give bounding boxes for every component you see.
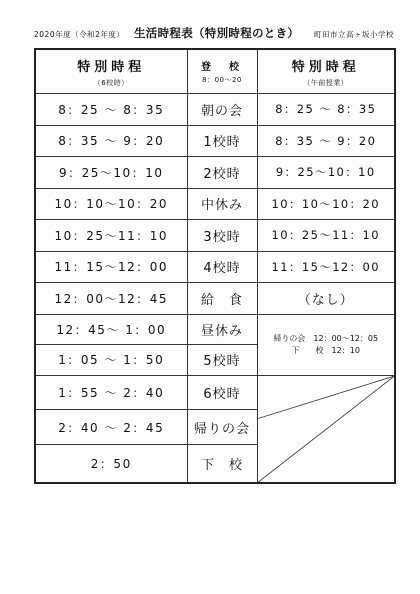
time-cell: 1：05 ～ 1：50 — [35, 345, 187, 375]
table-row — [35, 94, 395, 126]
table-row — [35, 188, 395, 220]
school-name: 町田市立高ヶ坂小学校 — [314, 30, 394, 39]
table-row — [35, 375, 395, 410]
time-cell: 2：50 — [35, 444, 187, 483]
morning-time-cell: 8：25 ～ 8：35 — [257, 94, 395, 126]
morning-time-cell: 8：35 ～ 9：20 — [257, 125, 395, 157]
morning-time-cell: （なし） — [257, 283, 395, 315]
time-cell: 8：25 ～ 8：35 — [35, 94, 187, 126]
period-label: 中休み — [187, 188, 257, 220]
period-label: 朝の会 — [187, 94, 257, 126]
header-row — [35, 49, 395, 94]
table-row — [35, 157, 395, 189]
morning-time-cell: 9：25～10：10 — [257, 157, 395, 189]
period-label: 給 食 — [187, 283, 257, 315]
time-cell: 10：25～11：10 — [35, 220, 187, 252]
page-title: 生活時程表（特別時程のとき） — [134, 26, 300, 40]
time-cell: 11：15～12：00 — [35, 251, 187, 283]
table-row — [35, 314, 395, 344]
period-label: 4校時 — [187, 251, 257, 283]
table-row — [35, 251, 395, 283]
period-label: 3校時 — [187, 220, 257, 252]
table-row — [35, 283, 395, 315]
empty-diagonal-cell — [257, 375, 395, 483]
period-label: 下 校 — [187, 444, 257, 483]
period-label: 2校時 — [187, 157, 257, 189]
period-label: 1校時 — [187, 125, 257, 157]
diagonal-strike-lines — [258, 376, 395, 482]
arrival-header: 登 校 8：00～20 — [187, 49, 257, 94]
time-cell: 9：25～10：10 — [35, 157, 187, 189]
period-label: 昼休み — [187, 314, 257, 344]
time-cell: 12：00～12：45 — [35, 283, 187, 315]
time-cell: 12：45～ 1：00 — [35, 314, 187, 344]
time-cell: 10：10～10：20 — [35, 188, 187, 220]
time-cell: 8：35 ～ 9：20 — [35, 125, 187, 157]
period-label: 6校時 — [187, 375, 257, 410]
school-year: 2020年度（令和2年度） — [34, 30, 125, 39]
morning-time-cell: 10：10～10：20 — [257, 188, 395, 220]
table-row — [35, 220, 395, 252]
special-schedule-header: 特別時程 （6校時） — [35, 49, 187, 94]
time-cell: 1：55 ～ 2：40 — [35, 375, 187, 410]
table-row — [35, 125, 395, 157]
morning-dismissal-note: 帰りの会 12：00～12：05 下 校 12：10 — [257, 314, 395, 375]
morning-time-cell: 11：15～12：00 — [257, 251, 395, 283]
time-cell: 2：40 ～ 2：45 — [35, 410, 187, 445]
morning-time-cell: 10：25～11：10 — [257, 220, 395, 252]
page-header — [34, 22, 394, 42]
morning-schedule-header: 特別時程 （午前授業） — [257, 49, 395, 94]
period-label: 5校時 — [187, 345, 257, 375]
period-label: 帰りの会 — [187, 410, 257, 445]
schedule-table — [34, 48, 396, 484]
